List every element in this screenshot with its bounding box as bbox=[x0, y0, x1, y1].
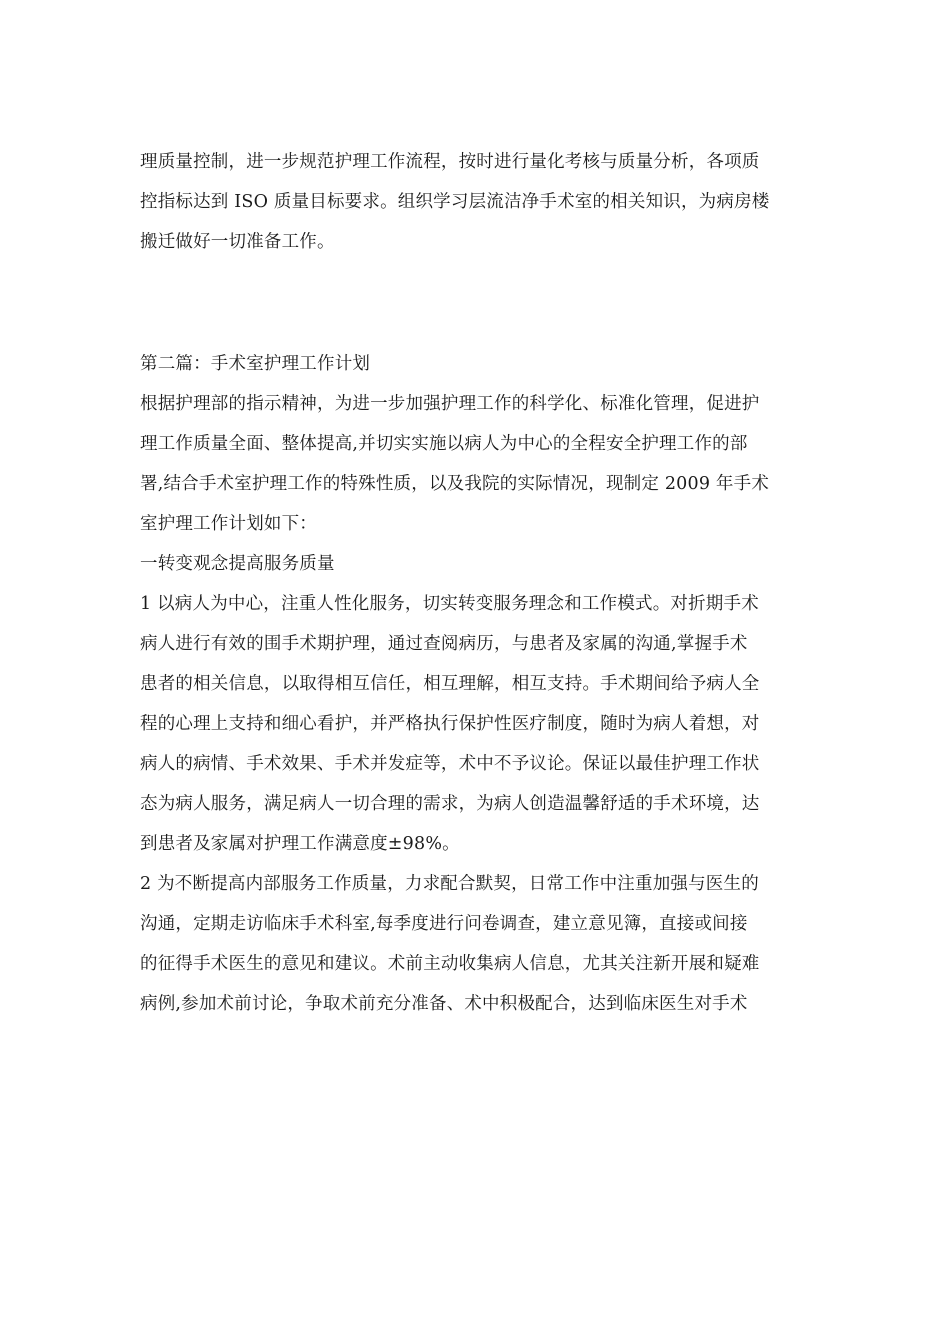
text-line: 控指标达到 ISO 质量目标要求。组织学习层流洁净手术室的相关知识，为病房楼 bbox=[140, 192, 770, 212]
text-line: 程的心理上支持和细心看护，并严格执行保护性医疗制度，随时为病人着想，对 bbox=[140, 714, 760, 734]
subheading: 一转变观念提高服务质量 bbox=[140, 554, 335, 574]
text-line: 理工作质量全面、整体提高,并切实实施以病人为中心的全程安全护理工作的部 bbox=[140, 434, 748, 454]
text-line: 到患者及家属对护理工作满意度±98%。 bbox=[140, 834, 460, 854]
text-line: 搬迁做好一切准备工作。 bbox=[140, 232, 335, 252]
text-line: 态为病人服务，满足病人一切合理的需求，为病人创造温馨舒适的手术环境，达 bbox=[140, 794, 760, 814]
text-line: 患者的相关信息，以取得相互信任，相互理解，相互支持。手术期间给予病人全 bbox=[140, 674, 760, 694]
section-title: 第二篇：手术室护理工作计划 bbox=[140, 354, 371, 374]
text-line: 根据护理部的指示精神，为进一步加强护理工作的科学化、标准化管理，促进护 bbox=[140, 394, 760, 414]
text-line: 署,结合手术室护理工作的特殊性质，以及我院的实际情况，现制定 2009 年手术 bbox=[140, 474, 770, 494]
text-line: 2 为不断提高内部服务工作质量，力求配合默契，日常工作中注重加强与医生的 bbox=[140, 874, 759, 894]
section-body bbox=[140, 344, 820, 1024]
text-line: 病例,参加术前讨论，争取术前充分准备、术中积极配合，达到临床医生对手术 bbox=[140, 994, 748, 1014]
text-line: 病人进行有效的围手术期护理，通过查阅病历，与患者及家属的沟通,掌握手术 bbox=[140, 634, 748, 654]
text-line: 病人的病情、手术效果、手术并发症等，术中不予议论。保证以最佳护理工作状 bbox=[140, 754, 760, 774]
text-line: 沟通，定期走访临床手术科室,每季度进行问卷调查，建立意见簿，直接或间接 bbox=[140, 914, 748, 934]
intro-paragraph bbox=[140, 142, 820, 262]
text-line: 的征得手术医生的意见和建议。术前主动收集病人信息，尤其关注新开展和疑难 bbox=[140, 954, 760, 974]
text-line: 室护理工作计划如下： bbox=[140, 514, 317, 534]
text-line: 1 以病人为中心，注重人性化服务，切实转变服务理念和工作模式。对折期手术 bbox=[140, 594, 759, 614]
text-line: 理质量控制，进一步规范护理工作流程，按时进行量化考核与质量分析，各项质 bbox=[140, 152, 760, 172]
